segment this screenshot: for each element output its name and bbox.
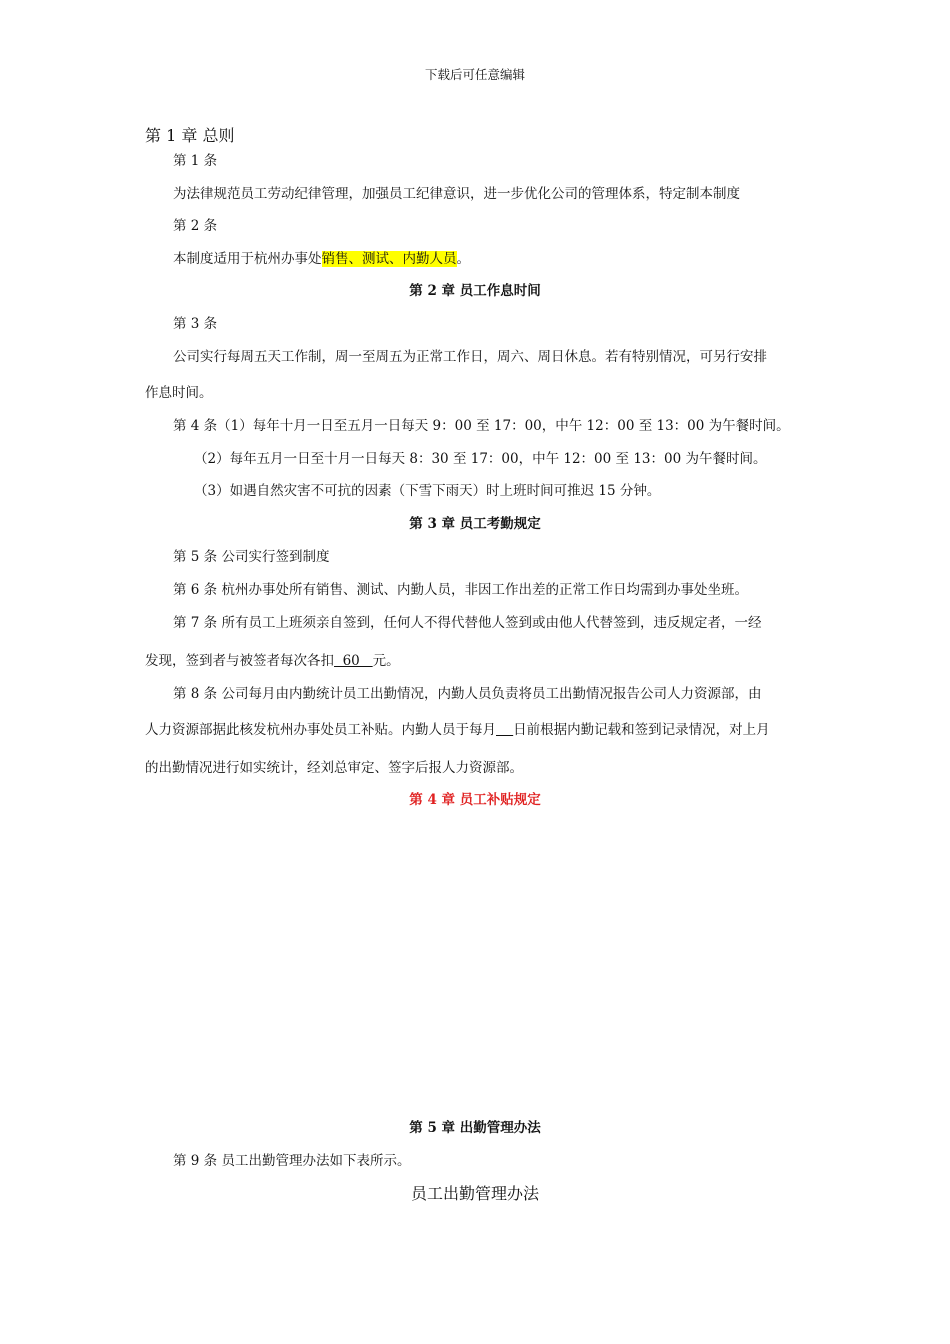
article-7-line-1: 第 7 条 所有员工上班须亲自签到，任何人不得代替他人签到或由他人代替签到，违反规定者，一经 bbox=[173, 615, 762, 631]
page-header: 下载后可任意编辑 bbox=[424, 67, 525, 82]
article-1-text: 为法律规范员工劳动纪律管理，加强员工纪律意识，进一步优化公司的管理体系，特定制本制度 bbox=[173, 186, 740, 202]
article-1-label: 第 1 条 bbox=[173, 153, 218, 169]
article-2-highlight: 销售、测试、内勤人员 bbox=[321, 251, 457, 267]
article-8-line-3: 的出勤情况进行如实统计，经刘总审定、签字后报人力资源部。 bbox=[145, 760, 523, 776]
deduction-amount: 60 bbox=[334, 653, 373, 669]
article-6: 第 6 条 杭州办事处所有销售、测试、内勤人员，非因工作出差的正常工作日均需到办事处坐班。 bbox=[173, 582, 748, 598]
article-3-line-2: 作息时间。 bbox=[145, 385, 213, 401]
article-3-label: 第 3 条 bbox=[173, 316, 218, 332]
chapter-4-title: 第 4 章 员工补贴规定 bbox=[409, 792, 541, 808]
chapter-2-title: 第 2 章 员工作息时间 bbox=[409, 283, 541, 299]
chapter-3-title: 第 3 章 员工考勤规定 bbox=[409, 516, 541, 532]
article-8-line-1: 第 8 条 公司每月由内勤统计员工出勤情况，内勤人员负责将员工出勤情况报告公司人力资源部，由 bbox=[173, 686, 762, 702]
article-7-suffix: 元。 bbox=[372, 653, 400, 669]
article-4-line-2: （2）每年五月一日至十月一日每天 8：30 至 17：00，中午 12：00 至 13：00 为午餐时间。 bbox=[194, 451, 767, 467]
article-2-text bbox=[173, 250, 470, 268]
article-4-line-3: （3）如遇自然灾害不可抗的因素（下雪下雨天）时上班时间可推迟 15 分钟。 bbox=[194, 483, 661, 499]
article-8-suffix: 日前根据内勤记载和签到记录情况，对上月 bbox=[513, 722, 770, 738]
table-title: 员工出勤管理办法 bbox=[410, 1184, 539, 1203]
article-7-line-2 bbox=[145, 652, 400, 670]
date-blank bbox=[496, 722, 513, 738]
article-9: 第 9 条 员工出勤管理办法如下表所示。 bbox=[173, 1153, 411, 1169]
article-2-label: 第 2 条 bbox=[173, 218, 218, 234]
chapter-5-title: 第 5 章 出勤管理办法 bbox=[409, 1120, 541, 1136]
article-3-line-1: 公司实行每周五天工作制，周一至周五为正常工作日，周六、周日休息。若有特别情况，可另行安排 bbox=[173, 349, 767, 365]
article-8-prefix: 人力资源部据此核发杭州办事处员工补贴。内勤人员于每月 bbox=[145, 722, 496, 738]
article-5: 第 5 条 公司实行签到制度 bbox=[173, 549, 330, 565]
article-8-line-2 bbox=[145, 721, 770, 739]
article-4-line-1: 第 4 条（1）每年十月一日至五月一日每天 9：00 至 17：00，中午 12：00 至 13：00 为午餐时间。 bbox=[173, 418, 790, 434]
article-7-prefix: 发现，签到者与被签者每次各扣 bbox=[145, 653, 334, 669]
article-2-prefix: 本制度适用于杭州办事处 bbox=[173, 251, 322, 267]
chapter-1-title: 第 1 章 总则 bbox=[145, 126, 235, 145]
article-2-suffix: 。 bbox=[456, 251, 470, 267]
